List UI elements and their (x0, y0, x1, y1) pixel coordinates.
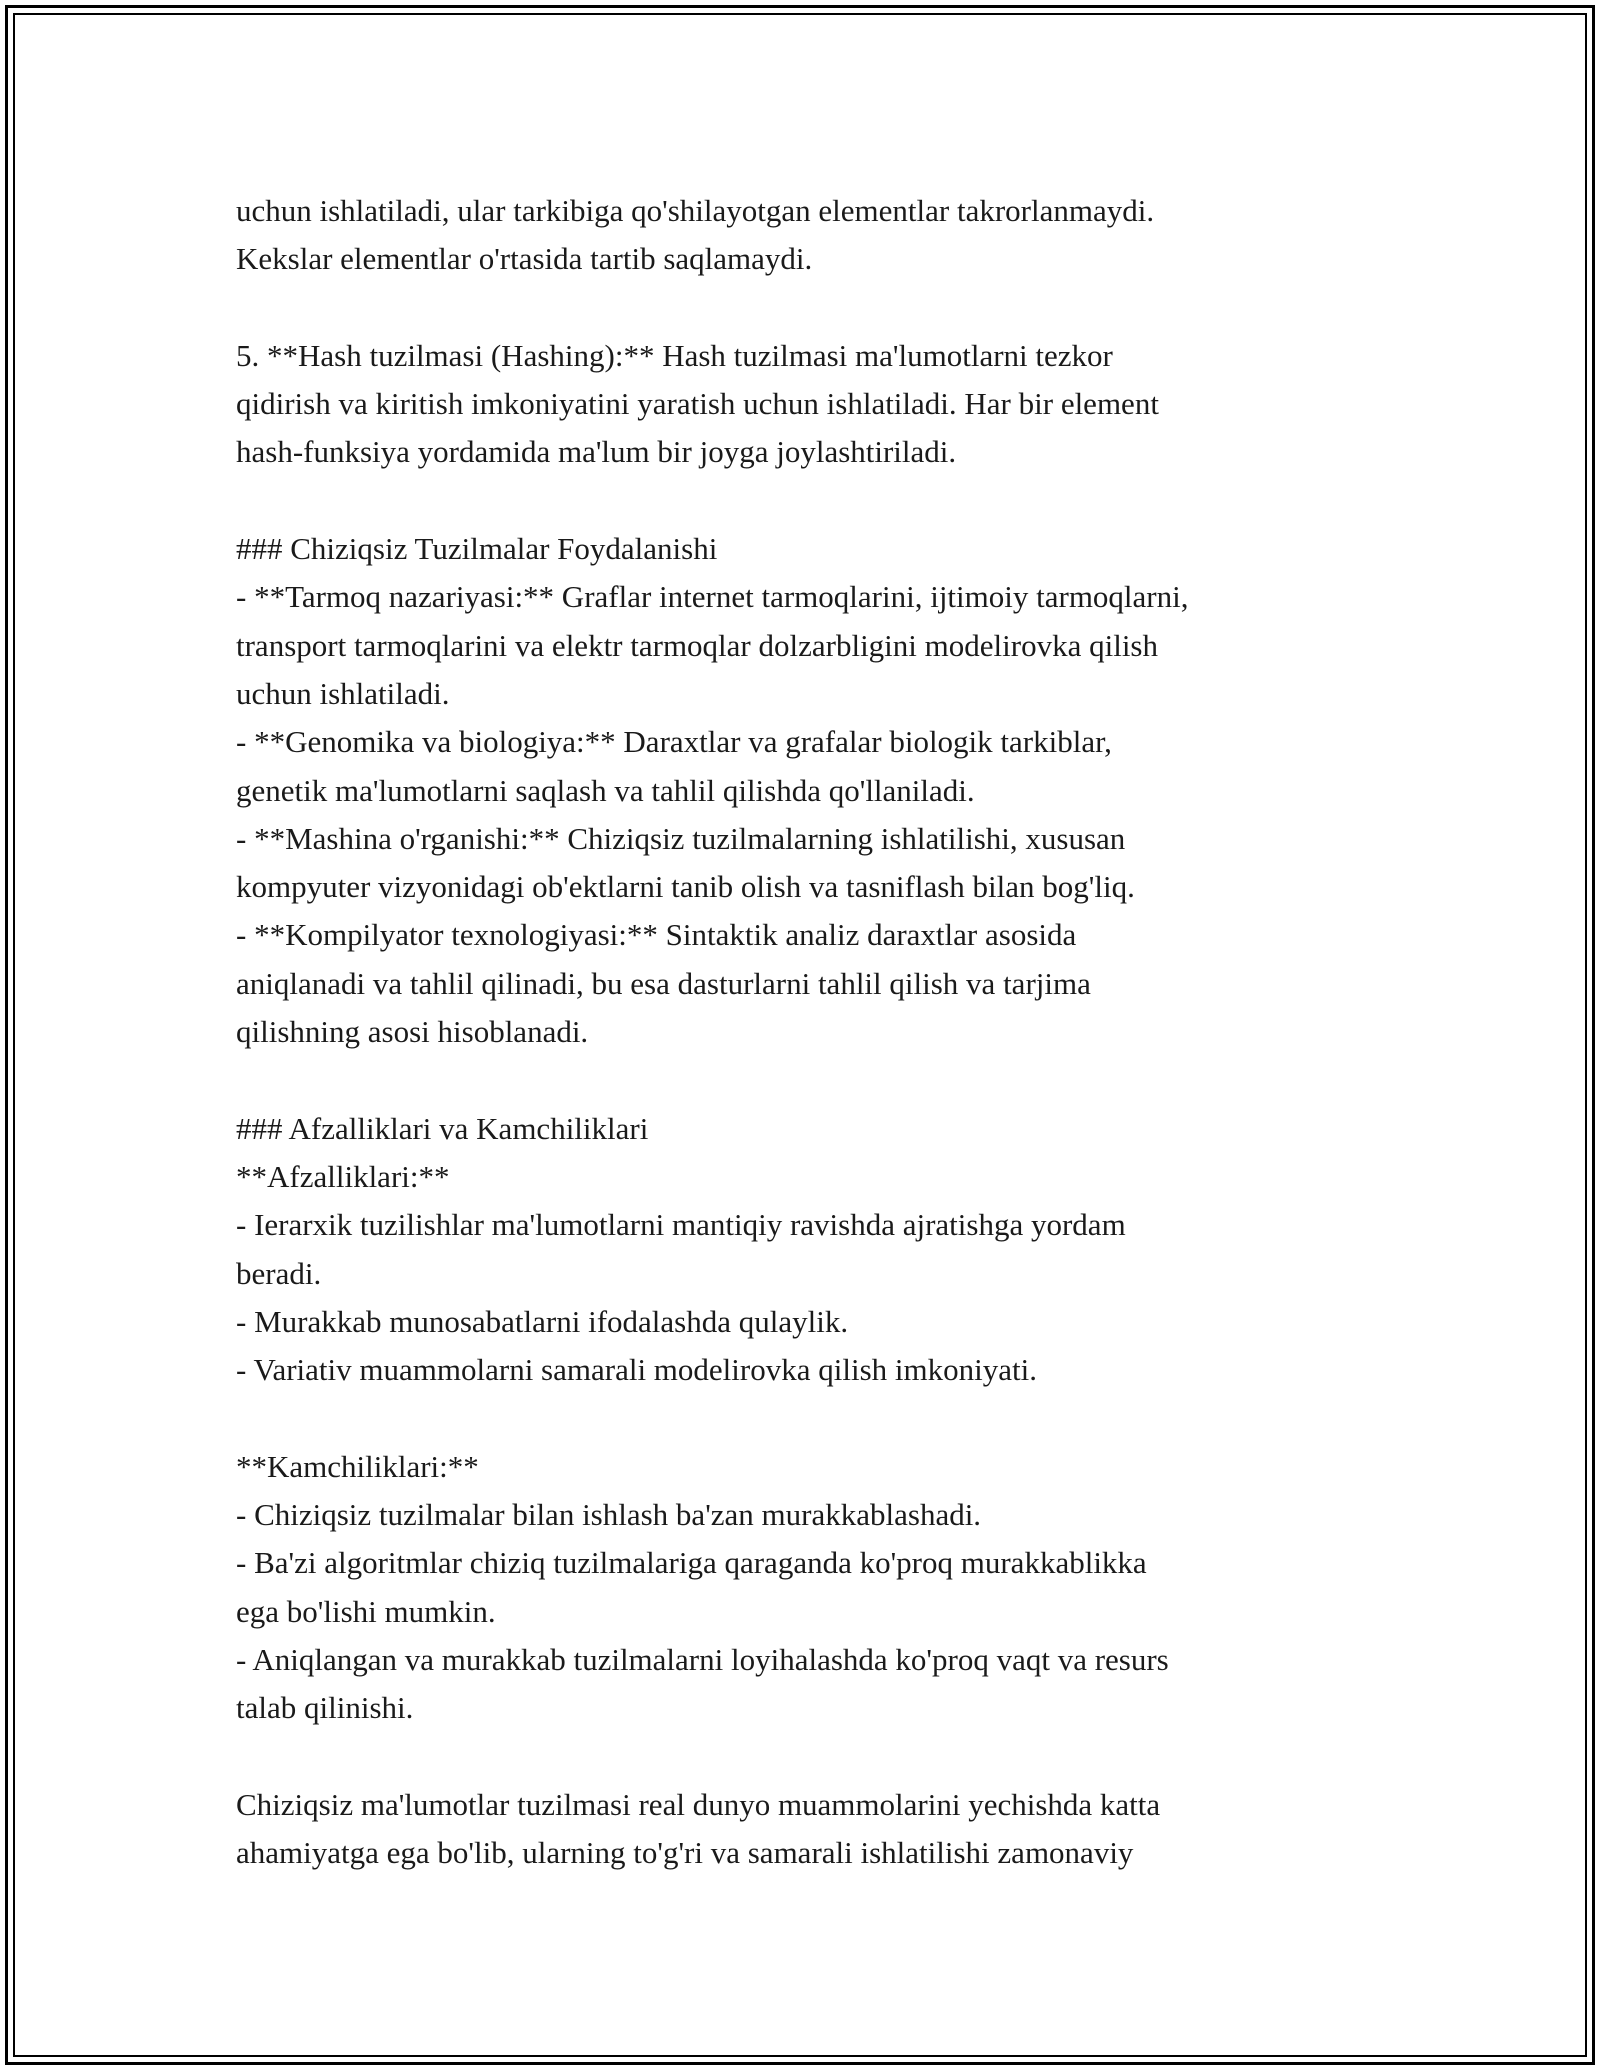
subheading: **Afzalliklari:** (236, 1158, 450, 1194)
text-line: - Aniqlangan va murakkab tuzilmalarni loyihalashda ko'proq vaqt va resurs (236, 1641, 1169, 1677)
text-line: ega bo'lishi mumkin. (236, 1593, 496, 1629)
text-line: - Variativ muammolarni samarali modelirovka qilish imkoniyati. (236, 1352, 1037, 1388)
section-heading: ### Chiziqsiz Tuzilmalar Foydalanishi (236, 531, 718, 567)
section-heading: ### Afzalliklari va Kamchiliklari (236, 1110, 649, 1146)
blank-line (236, 477, 1466, 525)
text-line: - **Mashina o'rganishi:** Chiziqsiz tuzilmalarning ishlatilishi, xususan (236, 820, 1126, 856)
text-line: qilishning asosi hisoblanadi. (236, 1014, 589, 1050)
text-line: uchun ishlatiladi, ular tarkibiga qo'shilayotgan elementlar takrorlanmaydi. (236, 193, 1155, 228)
subheading: **Kamchiliklari:** (236, 1448, 479, 1484)
text-line: Chiziqsiz ma'lumotlar tuzilmasi real dunyo muammolarini yechishda katta (236, 1786, 1161, 1822)
text-line: - **Kompilyator texnologiyasi:** Sintaktik analiz daraxtlar asosida (236, 917, 1077, 953)
text-line: uchun ishlatiladi. (236, 675, 450, 711)
text-line: talab qilinishi. (236, 1690, 414, 1726)
text-line: - Chiziqsiz tuzilmalar bilan ishlash ba'zan murakkablashadi. (236, 1497, 982, 1533)
text-line: Kekslar elementlar o'rtasida tartib saqlamaydi. (236, 241, 813, 277)
text-line: 5. **Hash tuzilmasi (Hashing):** Hash tuzilmasi ma'lumotlarni tezkor (236, 337, 1113, 373)
text-line: beradi. (236, 1255, 322, 1291)
text-line: qidirish va kiritish imkoniyatini yaratish uchun ishlatiladi. Har bir element (236, 386, 1159, 422)
text-line: hash-funksiya yordamida ma'lum bir joyga joylashtiriladi. (236, 434, 957, 470)
text-line: kompyuter vizyonidagi ob'ektlarni tanib olish va tasniflash bilan bog'liq. (236, 869, 1135, 905)
text-line: - **Genomika va biologiya:** Daraxtlar va grafalar biologik tarkiblar, (236, 724, 1112, 760)
text-line: - **Tarmoq nazariyasi:** Graflar internet tarmoqlarini, ijtimoiy tarmoqlarni, (236, 579, 1189, 615)
document-body (236, 187, 1466, 1877)
blank-line (236, 284, 1466, 332)
text-line: transport tarmoqlarini va elektr tarmoqlar dolzarbligini modelirovka qilish (236, 627, 1158, 663)
blank-line (236, 1733, 1466, 1781)
text-line: aniqlanadi va tahlil qilinadi, bu esa dasturlarni tahlil qilish va tarjima (236, 965, 1091, 1001)
text-line: - Ba'zi algoritmlar chiziq tuzilmalariga qaraganda ko'proq murakkablikka (236, 1545, 1147, 1581)
text-line: genetik ma'lumotlarni saqlash va tahlil qilishda qo'llaniladi. (236, 772, 975, 808)
blank-line (236, 1394, 1466, 1442)
text-line: - Ierarxik tuzilishlar ma'lumotlarni mantiqiy ravishda ajratishga yordam (236, 1207, 1126, 1243)
text-line: ahamiyatga ega bo'lib, ularning to'g'ri va samarali ishlatilishi zamonaviy (236, 1835, 1134, 1871)
blank-line (236, 1056, 1466, 1104)
text-line: - Murakkab munosabatlarni ifodalashda qulaylik. (236, 1303, 849, 1339)
